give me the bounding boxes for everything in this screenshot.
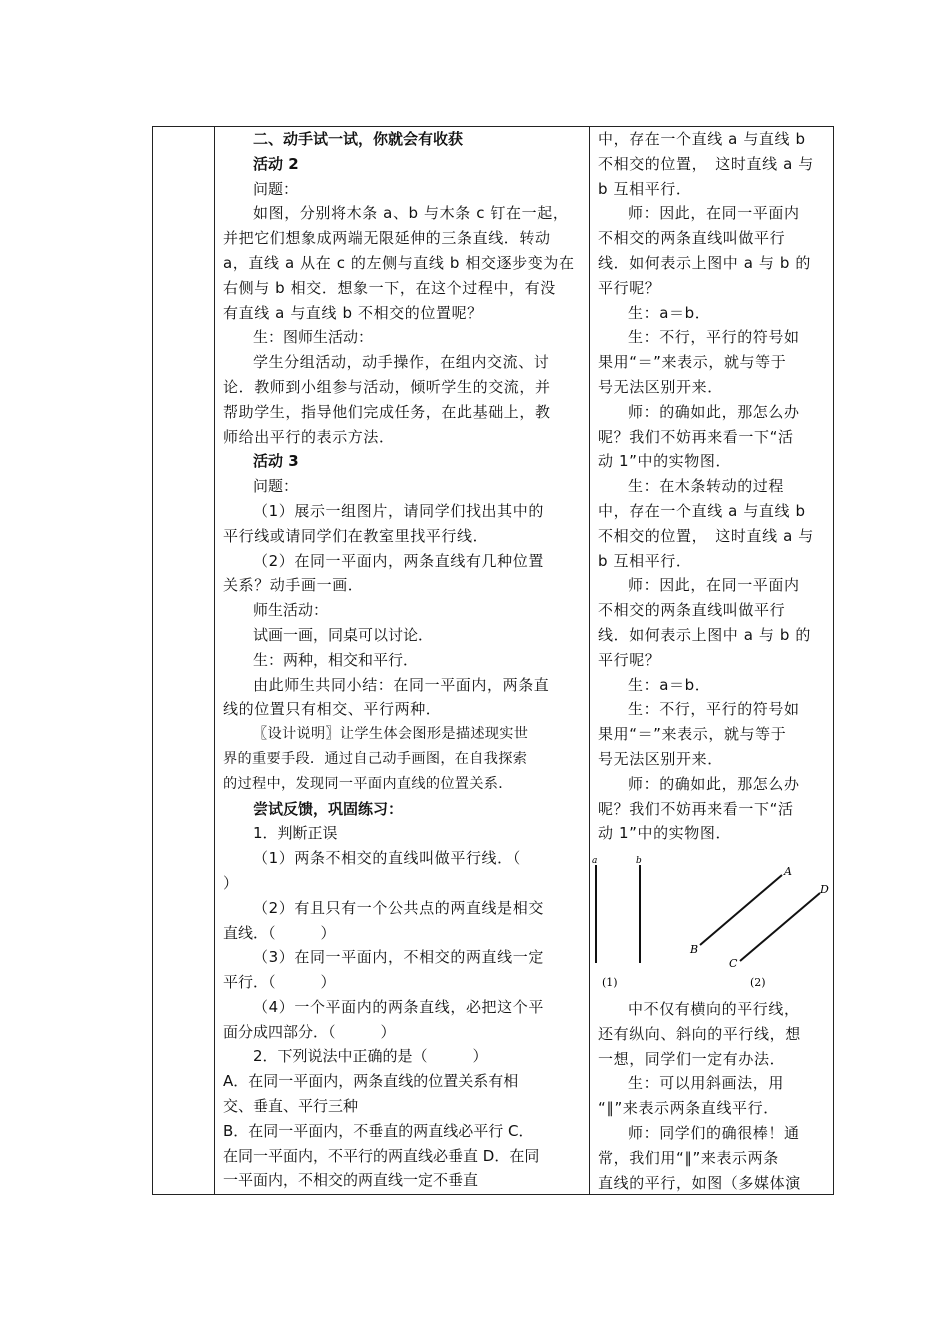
dialogue-line: 生：不行，平行的符号如 (628, 700, 800, 719)
dialogue-line: 直线的平行，如图（多媒体演 (598, 1173, 801, 1192)
section-title: 二、动手试一试，你就会有收获 (253, 130, 464, 148)
label-b: b (636, 856, 642, 866)
dialogue-line: 师：因此，在同一平面内 (628, 204, 800, 223)
exercise-item: （3）在同一平面内，不相交的两直线一定 (253, 948, 544, 967)
dialogue-line: 生：a＝b． (628, 675, 711, 694)
dialogue-line: 不相交的位置， 这时直线 a 与 (598, 154, 814, 173)
activity-label: 师生活动： (253, 601, 329, 620)
activity-label: 生：图师生活动： (253, 328, 374, 347)
practice-title: 尝试反馈，巩固练习： (253, 799, 404, 818)
dialogue-line: “∥”来表示两条直线平行． (598, 1099, 779, 1118)
dialogue-line: 线．如何表示上图中 a 与 b 的 (598, 253, 811, 272)
dialogue-line: 师：因此，在同一平面内 (628, 576, 800, 595)
dialogue-line: 号无法区别开来． (598, 749, 723, 768)
text-line: 学生分组活动，动手操作，在组内交流、讨 (253, 353, 550, 372)
question-label: 问题： (253, 179, 299, 198)
label-a: a (592, 856, 598, 866)
dialogue-line: 不相交的位置， 这时直线 a 与 (598, 526, 814, 545)
activity-2-title: 活动 2 (253, 154, 299, 173)
dialogue-line: 动 1”中的实物图． (598, 824, 732, 843)
exercise-item: ） (223, 873, 239, 892)
dialogue-line: 平行呢？ (598, 278, 661, 297)
text-line: 如图，分别将木条 a、b 与木条 c 钉在一起， (253, 204, 569, 223)
dialogue-line: 不相交的两条直线叫做平行 (598, 229, 786, 248)
dialogue-line: 中不仅有横向的平行线， (628, 1000, 800, 1018)
lesson-table (152, 126, 834, 1195)
label-B: B (690, 943, 699, 956)
text-line: （2）在同一平面内，两条直线有几种位置 (253, 551, 544, 570)
dialogue-line: 生：不行，平行的符号如 (628, 328, 800, 347)
label-C: C (729, 957, 738, 970)
dialogue-line: 生：在木条转动的过程 (628, 477, 785, 496)
design-note: 界的重要手段．通过自己动手画图，在自我探索 (223, 750, 528, 767)
dialogue-line: 果用“＝”来表示，就与等于 (598, 353, 787, 372)
dialogue-line: 生：a＝b． (628, 303, 711, 322)
exercise-item: （4）一个平面内的两条直线，必把这个平 (253, 997, 544, 1016)
dialogue-line: 师：同学们的确很棒！通 (628, 1123, 800, 1142)
exercise-item: 平行．（ ） (223, 973, 336, 992)
design-note: 〖设计说明〗让学生体会图形是描述现实世 (253, 726, 529, 743)
text-line: 关系？动手画一画． (223, 576, 364, 595)
exercise-item: 面分成四部分．（ ） (223, 1022, 396, 1041)
text-line: 并把它们想象成两端无限延伸的三条直线．转动 (223, 229, 551, 248)
dialogue-line: 生：可以用斜画法，用 (628, 1074, 785, 1093)
content-cell (215, 127, 589, 1194)
dialogue-line: 还有纵向、斜向的平行线，想 (598, 1024, 801, 1043)
dialogue-line: 呢？我们不妨再来看一下“活 (598, 427, 794, 446)
dialogue-line: b 互相平行． (598, 551, 692, 570)
dialogue-line: 一想，同学们一定有办法． (598, 1049, 786, 1068)
text-line: a，直线 a 从在 c 的左侧与直线 b 相交逐步变为在 (223, 253, 575, 272)
dialogue-cell (590, 127, 835, 1194)
dialogue-top (598, 127, 829, 846)
text-line: 右侧与 b 相交．想象一下，在这个过程中，有没 (223, 278, 556, 297)
exercise-item: （2）有且只有一个公共点的两直线是相交 (253, 898, 544, 917)
text-line: （1）展示一组图片，请同学们找出其中的 (253, 501, 544, 520)
dialogue-line: b 互相平行． (598, 179, 692, 198)
text-line: 帮助学生，指导他们完成任务，在此基础上，教 (223, 402, 551, 421)
text-line: 论．教师到小组参与活动，倾听学生的交流，并 (223, 377, 551, 396)
dialogue-line: 号无法区别开来． (598, 377, 723, 396)
dialogue-line: 中，存在一个直线 a 与直线 b (598, 501, 806, 520)
option-line: 交、垂直、平行三种 (223, 1097, 359, 1116)
dialogue-line: 不相交的两条直线叫做平行 (598, 601, 786, 620)
question-label: 问题： (253, 477, 299, 496)
text-line: 平行线或请同学们在教室里找平行线． (223, 526, 489, 545)
text-line: 由此师生共同小结：在同一平面内，两条直 (253, 675, 550, 694)
option-line: A．在同一平面内，两条直线的位置关系有相 (223, 1072, 519, 1091)
text-line: 有直线 a 与直线 b 不相交的位置呢？ (223, 303, 483, 322)
label-D: D (820, 883, 829, 896)
design-note: 的过程中，发现同一平面内直线的位置关系． (223, 775, 513, 792)
student-answer: 生：两种，相交和平行． (253, 650, 419, 669)
option-line: 在同一平面内，不平行的两直线必垂直 D．在同 (223, 1146, 540, 1165)
exercise-2-title: 2．下列说法中正确的是（ ） (253, 1047, 488, 1066)
dialogue-line: 动 1”中的实物图． (598, 452, 732, 471)
dialogue-line: 呢？我们不妨再来看一下“活 (598, 799, 794, 818)
exercise-item: 直线．（ ） (223, 923, 336, 942)
dialogue-line: 师：的确如此，那怎么办 (628, 774, 800, 793)
text-line: 线的位置只有相交、平行两种． (223, 700, 442, 719)
dialogue-bottom (598, 997, 829, 1194)
text-line: 师给出平行的表示方法． (223, 427, 395, 446)
label-A: A (784, 865, 792, 878)
caption-2: (2) (750, 976, 766, 989)
dialogue-line: 线．如何表示上图中 a 与 b 的 (598, 625, 811, 644)
parallel-lines-figure (590, 855, 835, 992)
caption-1: (1) (602, 976, 618, 989)
option-line: B．在同一平面内，不垂直的两直线必平行 C． (223, 1121, 534, 1140)
exercise-1-title: 1．判断正误 (253, 824, 338, 843)
exercise-item: （1）两条不相交的直线叫做平行线．（ (253, 849, 521, 868)
option-line: 一平面内，不相交的两直线一定不垂直 (223, 1171, 479, 1190)
dialogue-line: 果用“＝”来表示，就与等于 (598, 725, 787, 744)
dialogue-line: 常，我们用“∥”来表示两条 (598, 1148, 779, 1167)
dialogue-line: 中，存在一个直线 a 与直线 b (598, 130, 806, 148)
dialogue-line: 平行呢？ (598, 650, 661, 669)
activity-3-title: 活动 3 (253, 452, 299, 471)
text-line: 试画一画，同桌可以讨论． (253, 625, 434, 644)
dialogue-line: 师：的确如此，那怎么办 (628, 402, 800, 421)
parallel-lines-diagram (590, 855, 835, 992)
line-CD (740, 893, 820, 961)
